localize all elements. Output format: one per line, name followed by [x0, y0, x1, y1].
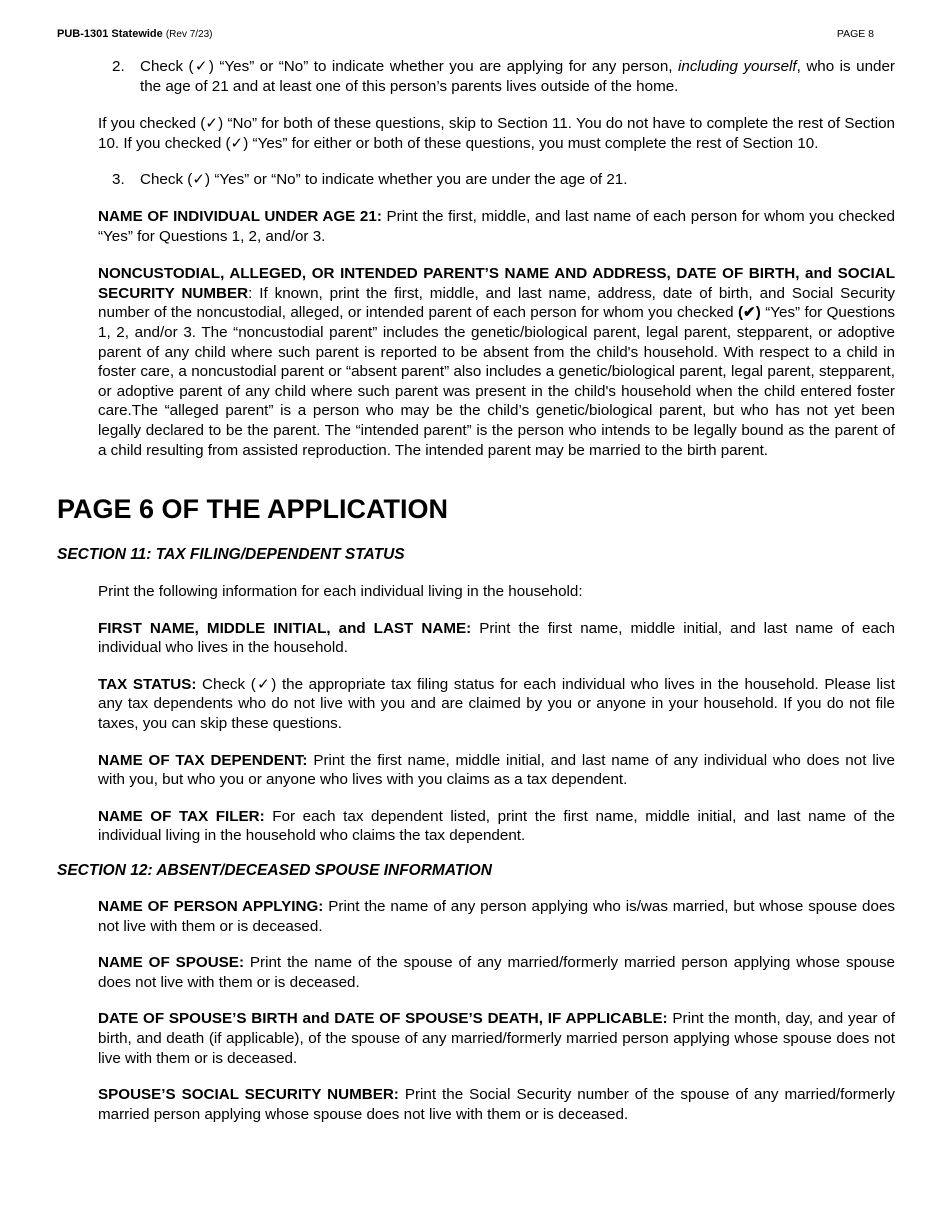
field-label: NONCUSTODIAL, ALLEGED, OR INTENDED PARENT’S NAME AND ADDRESS, DATE OF BIRTH, and SOCIAL SECURITY NUMBER — [98, 265, 895, 302]
page-header — [57, 28, 874, 42]
document-id — [57, 28, 213, 40]
q2-emphasis: including yourself — [678, 58, 797, 75]
instruction-item — [98, 1085, 895, 1124]
instruction-item — [98, 897, 895, 936]
field-description: Print the first name, middle initial, and last name of any individual who does not live with you, but who you or anyone who lives with you claims as a tax dependent. — [98, 751, 895, 789]
field-label: DATE OF SPOUSE’S BIRTH and DATE OF SPOUSE’S DEATH, IF APPLICABLE: — [98, 1010, 668, 1028]
q2-text-a: Check (✓) “Yes” or “No” to indicate whether you are applying for any person, — [140, 58, 673, 75]
field-label: TAX STATUS: — [98, 675, 197, 693]
question-text: Check (✓) “Yes” or “No” to indicate whether you are under the age of 21. — [140, 171, 628, 189]
instruction-item — [98, 807, 895, 846]
field-description: Print the month, day, and year of birth, and death (if applicable), of the spouse of any married/formerly married person applying whose spouse does not live with them or is deceased. — [98, 1010, 895, 1067]
name-under-21-instruction — [98, 207, 895, 246]
field-description-b: “Yes” for Questions 1, 2, and/or 3. The “noncustodial parent” includes the genetic/biological parent, legal parent, stepparent, or adoptive parent of any child where such parent is reported to be absent from the child's household. With respect to a child in foster care, a noncustodial parent or “absent parent” also includes a genetic/biological parent, legal parent, stepparent, or adoptive parent of any child where such parent was present in the child's household when the child entered foster care.The “alleged parent” is a person who may be the child’s genetic/biological parent, but who has not yet been legally declared to be the parent. The “intended parent” is the person who intends to be legally bound as the parent of a child resulting from assisted reproduction. The intended parent may be married to the birth parent. — [98, 304, 895, 459]
field-label: SPOUSE’S SOCIAL SECURITY NUMBER: — [98, 1086, 399, 1104]
section-11-intro: Print the following information for each individual living in the household: — [98, 583, 583, 601]
question-3 — [112, 170, 895, 190]
doc-id-text: PUB-1301 Statewide — [57, 28, 163, 40]
section-11-title: SECTION 11: TAX FILING/DEPENDENT STATUS — [57, 546, 405, 564]
revision-text: (Rev 7/23) — [165, 29, 213, 40]
field-description: Print the name of any person applying who is/was married, but whose spouse does not live with them or is deceased. — [98, 898, 895, 935]
field-description: Print the first, middle, and last name of each person for whom you checked “Yes” for Questions 1, 2, and/or 3. — [98, 207, 895, 245]
section-12-title: SECTION 12: ABSENT/DECEASED SPOUSE INFORMATION — [57, 862, 492, 880]
question-text — [140, 57, 895, 96]
instruction-item — [98, 619, 895, 658]
page-number: PAGE 8 — [836, 28, 874, 40]
field-label: NAME OF INDIVIDUAL UNDER AGE 21: — [98, 207, 382, 225]
field-label: NAME OF SPOUSE: — [98, 954, 244, 972]
checkmark-symbol: (✔) — [737, 304, 761, 322]
document-body — [57, 57, 895, 1124]
field-description: Print the name of the spouse of any married/formerly married person applying whose spouse does not live with them or is deceased. — [98, 954, 895, 991]
page-section-heading: PAGE 6 OF THE APPLICATION — [57, 494, 449, 525]
instruction-item — [98, 751, 895, 790]
instruction-item — [98, 1009, 895, 1068]
field-label: NAME OF PERSON APPLYING: — [98, 898, 324, 916]
instruction-item — [98, 675, 895, 734]
question-number: 3. — [112, 171, 125, 189]
field-description: Print the Social Security number of the spouse of any married/formerly married person applying whose spouse does not live with them or is deceased. — [98, 1086, 895, 1123]
parent-info-instruction — [98, 264, 895, 460]
field-label: NAME OF TAX DEPENDENT: — [98, 751, 308, 769]
q2-text-b: , who is under the age of 21 and at least one of this person’s parents lives outside of the home. — [140, 58, 895, 95]
field-label: FIRST NAME, MIDDLE INITIAL, and LAST NAME: — [98, 619, 472, 637]
field-description: Check (✓) the appropriate tax filing status for each individual who lives in the household. Please list any tax dependents who do not live with you and are claimed by you or anyone in your household. If you do not file taxes, you can skip these questions. — [98, 675, 895, 733]
field-description-a: : If known, print the first, middle, and last name, address, date of birth, and Social Security number of the noncustodial, alleged, or intended parent of each person for whom you checked — [98, 284, 896, 322]
field-description: For each tax dependent listed, print the first name, middle initial, and last name of the individual living in the household who claims the tax dependent. — [98, 807, 895, 845]
field-description: Print the first name, middle initial, and last name of each individual who lives in the household. — [98, 619, 895, 657]
field-label: NAME OF TAX FILER: — [98, 807, 265, 825]
skip-instructions: If you checked (✓) “No” for both of these questions, skip to Section 11. You do not have to complete the rest of Section 10. If you checked (✓) “Yes” for either or both of these questions, you must complete the rest of Section 10. — [98, 115, 895, 152]
question-number: 2. — [112, 58, 125, 75]
question-2 — [112, 57, 895, 96]
instruction-item — [98, 953, 895, 992]
